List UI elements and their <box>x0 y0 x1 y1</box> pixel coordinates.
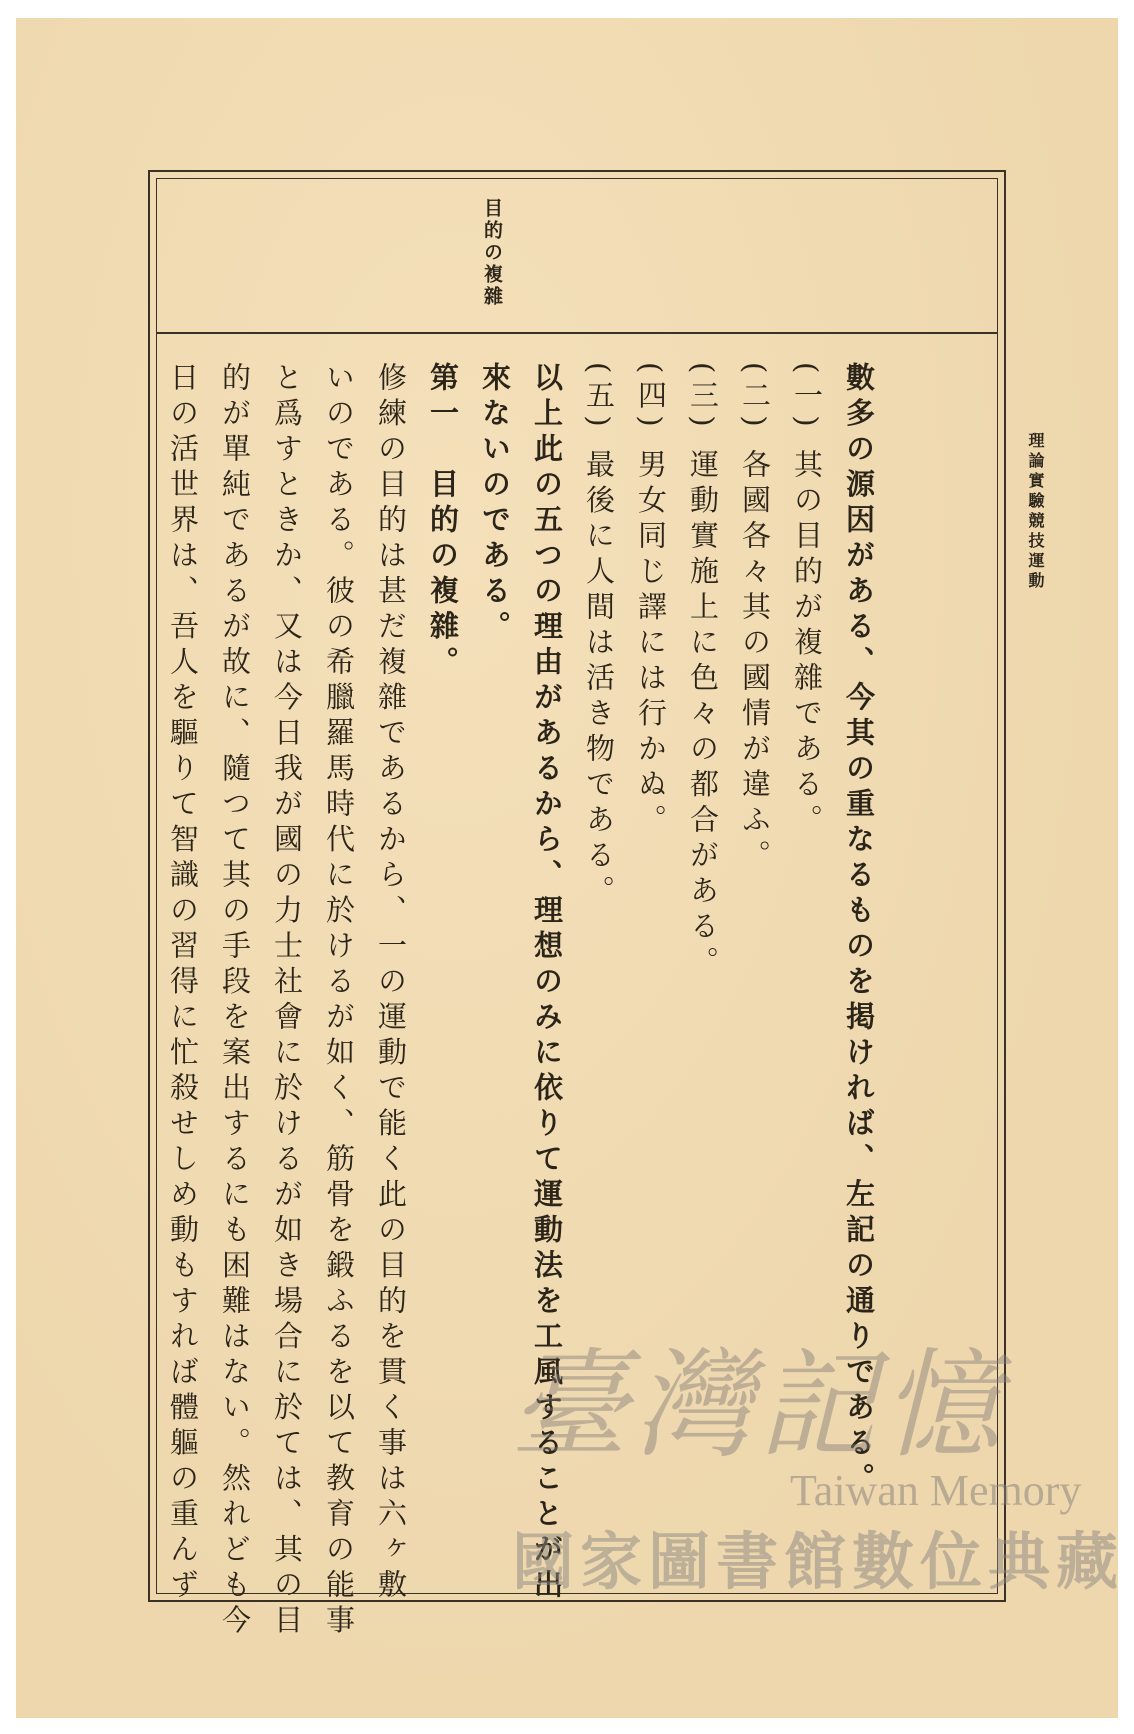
watermark-logo: 臺灣記憶 <box>510 1336 1007 1474</box>
text-column-6: (五) 最後に人間は活き物である。 <box>582 362 616 911</box>
margin-note: 目的の複雜 <box>481 198 503 308</box>
text-column-13: 的が單純であるが故に、隨つて其の手段を案出するにも困難はない。然れども今 <box>218 362 252 1640</box>
text-column-12: と爲すときか、又は今日我が國の力士社會に於けるが如き場合に於ては、其の目 <box>270 362 304 1640</box>
watermark-english: Taiwan Memory <box>790 1466 1082 1515</box>
section-heading: 第一 目的の複雜。 <box>426 362 460 682</box>
text-column-2: (一) 其の目的が複雜である。 <box>790 362 824 840</box>
watermark-chinese: 國家圖書館數位典藏 <box>512 1525 1125 1598</box>
text-column-7: 以上此の五つの理由があるから、理想のみに依りて運動法を工風することが出 <box>530 362 564 1605</box>
header-divider <box>156 332 998 334</box>
text-column-5: (四) 男女同じ譯には行かぬ。 <box>634 362 668 840</box>
text-column-8: 來ないのである。 <box>478 362 512 646</box>
text-column-3: (二) 各國各々其の國情が違ふ。 <box>738 362 772 875</box>
text-column-11: いのである。彼の希臘羅馬時代に於けるが如く、筋骨を鍛ふるを以て教育の能事 <box>322 362 356 1640</box>
running-head: 理論實驗競技運動 <box>1026 432 1045 592</box>
text-column-1: 數多の源因がある、今其の重なるものを掲ければ、左記の通りである。 <box>842 362 876 1498</box>
text-column-14: 日の活世界は、吾人を驅りて智識の習得に忙殺せしめ動もすれば體軀の重んず <box>166 362 200 1605</box>
text-column-4: (三) 運動實施上に色々の都合がある。 <box>686 362 720 982</box>
text-column-10: 修練の目的は甚だ複雜であるから、一の運動で能く此の目的を貫く事は六ヶ敷 <box>374 362 408 1605</box>
